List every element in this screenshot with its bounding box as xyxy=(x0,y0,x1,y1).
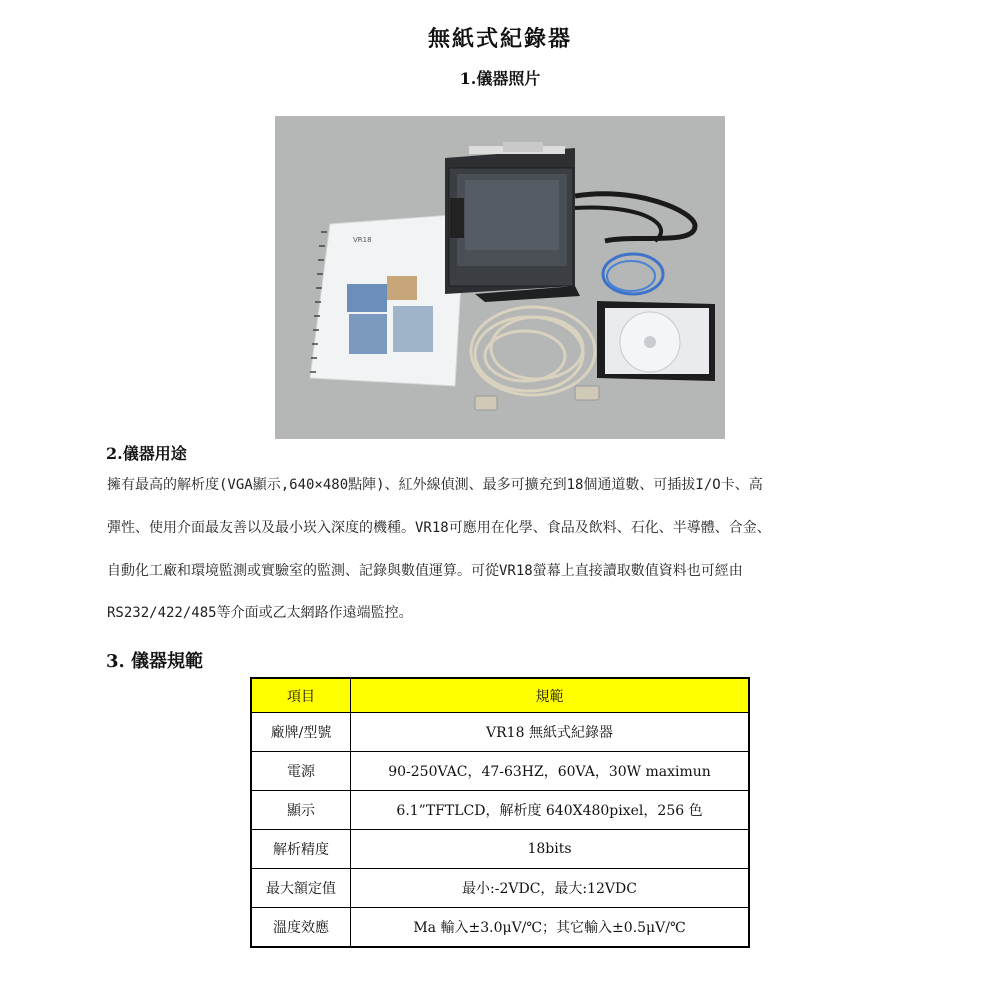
usage-text-line-2: 彈性、使用介面最友善以及最小崁入深度的機種。VR18可應用在化學、食品及飲料、石化、半導體、合金、 xyxy=(107,520,771,536)
cd-case xyxy=(597,301,715,381)
row-item-cell: 最大額定值 xyxy=(251,869,351,908)
usage-section-heading: 2.儀器用途 xyxy=(106,444,187,463)
row-spec-cell: 90-250VAC，47-63HZ，60VA，30W maximun xyxy=(351,752,750,791)
table-row xyxy=(251,908,749,948)
table-row xyxy=(251,791,749,830)
row-spec-cell: Ma 輸入±3.0μV/℃；其它輸入±0.5μV/℃ xyxy=(351,908,750,948)
row-item-cell: 顯示 xyxy=(251,791,351,830)
usage-text-line-1: 擁有最高的解析度(VGA顯示,640×480點陣)、紅外線偵測、最多可擴充到18個通道數、可插拔I/O卡、高 xyxy=(107,477,763,493)
table-row xyxy=(251,830,749,869)
recorder-product-image xyxy=(275,116,725,439)
recorder-unit xyxy=(445,142,580,302)
photo-section-heading: 1.儀器照片 xyxy=(459,69,541,88)
row-item-cell: 電源 xyxy=(251,752,351,791)
spec-table xyxy=(250,677,750,948)
row-spec-cell: 最小:-2VDC，最大:12VDC xyxy=(351,869,750,908)
row-spec-cell: 18bits xyxy=(351,830,750,869)
manual-booklet xyxy=(310,214,465,386)
header-item: 項目 xyxy=(251,678,351,713)
header-spec: 規範 xyxy=(351,678,750,713)
usage-text-line-4: RS232/422/485等介面或乙太網路作遠端監控。 xyxy=(107,605,413,621)
row-item-cell: 廠牌/型號 xyxy=(251,713,351,752)
row-item-cell: 溫度效應 xyxy=(251,908,351,948)
document-title: 無紙式紀錄器 xyxy=(427,26,572,52)
row-spec-cell: 6.1”TFTLCD，解析度 640X480pixel，256 色 xyxy=(351,791,750,830)
spec-section-heading: 3. 儀器規範 xyxy=(106,651,204,672)
spec-table-header xyxy=(251,678,749,713)
row-item-cell: 解析精度 xyxy=(251,830,351,869)
table-row xyxy=(251,752,749,791)
row-spec-cell: VR18 無紙式紀錄器 xyxy=(351,713,750,752)
table-row xyxy=(251,713,749,752)
usage-text-line-3: 自動化工廠和環境監測或實驗室的監測、記錄與數值運算。可從VR18螢幕上直接讀取數值資料也可經由 xyxy=(107,563,743,579)
instrument-photo xyxy=(275,116,725,439)
manual-cover-text: VR18 xyxy=(353,236,372,244)
table-row xyxy=(251,869,749,908)
